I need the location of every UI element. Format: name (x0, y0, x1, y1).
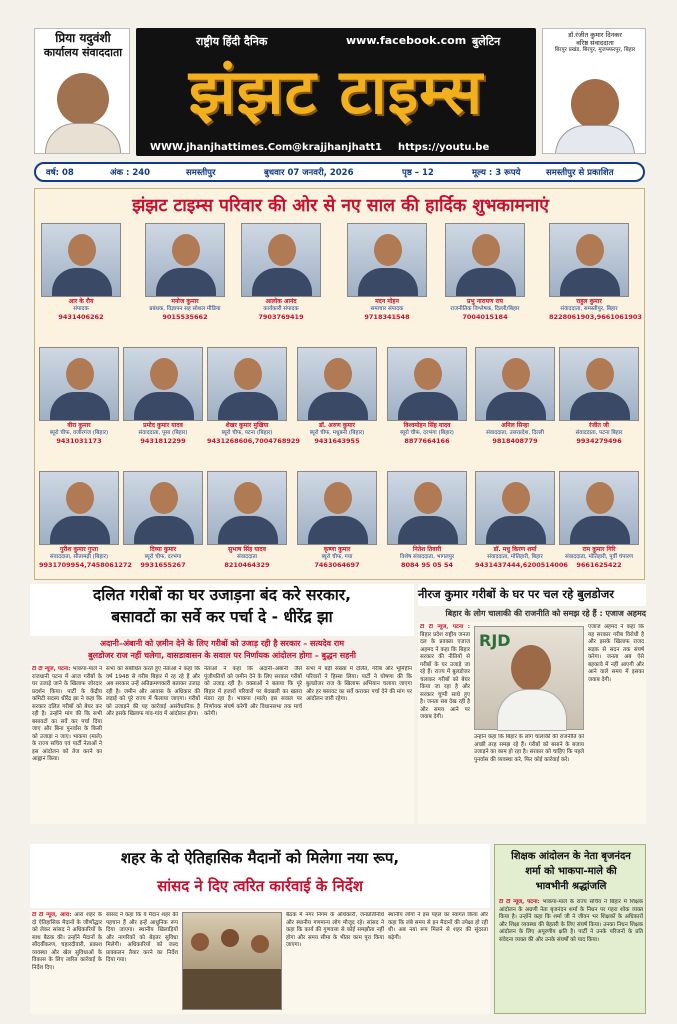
staff-phone: 9934279496 (576, 437, 622, 445)
city: समस्तीपुर (186, 168, 216, 178)
new-year-greeting (34, 188, 645, 580)
staff-phone: 9015535662 (162, 313, 208, 321)
staff-photo (41, 223, 121, 297)
staff-role: राजनीतिक विश्लेषक, दिल्ली/बिहार (450, 306, 520, 312)
staff-phone: 9931709954,7458061272 (39, 561, 132, 569)
staff-phone: 9931655267 (140, 561, 186, 569)
staff-phone: 9431031173 (56, 437, 102, 445)
staff-role: संवाददाता, मोतिहारी, बिहार (487, 554, 543, 560)
story2-headline-box (418, 584, 646, 606)
staff-role: संवाददाता, पटना बिहार (575, 430, 623, 436)
staff-photo (445, 223, 525, 297)
story4-box (494, 844, 646, 1014)
story1-subhead2: बुलडोजर राज नहीं चलेगा, वासडावासन के सवाल पर निर्णायक आंदोलन होगा – बुद्धन सहनी (88, 651, 356, 660)
staff-card (445, 223, 525, 321)
staff-phone: 8877664166 (404, 437, 450, 445)
staff-card (387, 347, 467, 445)
staff-card (39, 471, 132, 569)
staff-photo (559, 347, 639, 421)
staff-photo (207, 471, 287, 545)
story2-col3: एजाज अहमद ने कहा कि यह सरकार गरीब विरोधी है और इसके खिलाफ राजद सड़क से सदन तक संघर्ष करेगा। जनता अब ऐसे बहकावे में नहीं आएगी और आने वाले समय में इसका जवाब देगी। (588, 624, 644, 683)
youtube-link[interactable]: https://youtu.be (398, 142, 490, 153)
story1-headline-line1: दलित गरीबों का घर उजाड़ना बंद करे सरकार, (93, 586, 351, 604)
staff-card (559, 471, 639, 569)
staff-photo (549, 223, 629, 297)
staff-role: ब्यूरो चीफ, दरभंगा (144, 554, 182, 560)
reporter-right-role: वरिष्ठ संवाददाता (576, 39, 614, 47)
staff-card (475, 347, 555, 445)
staff-card (297, 471, 377, 569)
staff-card (145, 223, 225, 321)
staff-card (123, 471, 203, 569)
staff-name: आलोक आनंद (265, 298, 297, 305)
story2-col2: उन्होंने कहा कि बिहार के लोग चालाकी की राजनीति को अच्छी तरह समझ रहे हैं। गरीबों को बसाने के बजाय उजाड़ने का काम हो रहा है। सरकार को चाहिए कि पहले पुनर्वास की व्यवस्था करे, फिर कोई कार्रवाई करे। (474, 734, 584, 763)
story2-subhead: बिहार के लोग चालाकी की राजनीति को समझ रहे हैं : एजाज अहमद (445, 609, 646, 618)
website-link[interactable]: WWW.jhanjhattimes.Com (150, 142, 293, 153)
staff-role: संवाददाता (236, 554, 258, 560)
newspaper-title: झंझट टाइम्स (188, 55, 484, 128)
staff-phone: 9431812299 (140, 437, 186, 445)
story1-col4: सभा में बड़ी संख्या में दलित, गरीब और भूमिहीन परिवारों ने हिस्सा लिया। पार्टी ने घोषणा की कि बुलडोजर राज के खिलाफ अभियान चलाया जाएगा और हर बसावट का सर्वे कराकर पर्चा देने की मांग पर आंदोलन जारी रहेगा। (306, 666, 412, 702)
rjd-label: RJD (479, 631, 511, 650)
staff-photo (475, 347, 555, 421)
staff-phone: 8210464329 (224, 561, 270, 569)
staff-name: रंजीत जी (589, 422, 609, 429)
staff-photo (297, 471, 377, 545)
reporter-right-name: डॉ.रंजीत कुमार दिनकर (568, 31, 622, 39)
staff-name: विश्वमोहन सिंह यादव (403, 422, 451, 429)
staff-name: राम कुमार गिरि (582, 546, 616, 553)
staff-role: ब्यूरो चीफ, वजीरगंज (बिहार) (49, 430, 109, 436)
reporter-photo-left (34, 28, 130, 154)
staff-role: समाचार संपादक (370, 306, 404, 312)
story3-photo (182, 912, 282, 1010)
bulletin-label: बुलेटिन (472, 35, 501, 48)
twitter-handle[interactable]: @krajjhanjhatt1 (292, 142, 382, 153)
staff-name: शेखर कुमार मुखिया (225, 422, 269, 429)
staff-photo (39, 471, 119, 545)
story3-col1: आरा शहर के दो ऐतिहासिक मैदानों के जीर्णोद्धार को लेकर सांसद ने अधिकारियों के साथ बैठक की। उन्होंने मैदानों के सौंदर्यीकरण, चहारदीवारी, प्रकाश व्यवस्था और खेल सुविधाओं के विकास के लिए त्वरित कार्रवाई के निर्देश दिए। (32, 912, 102, 971)
story1-col2: सभा को संबोधित करते हुए नेताओं ने कहा कि वर्ष 1948 से गरीब बिहार में रह रहे हैं और अब सरकार उन्हें अतिक्रमणकारी बताकर उजाड़ रही है। जमीन और आवास के अधिकार की लड़ाई को पूरे राज्य में फैलाया जाएगा। गरीबों को उजाड़ने की यह कार्रवाई असंवैधानिक है और इसके खिलाफ गांव-गांव में आंदोलन होगा। (106, 666, 200, 717)
masthead (136, 28, 536, 156)
story3-dateline: टी टी न्यूज, आरा: (32, 912, 72, 918)
issue-number: अंक : 240 (110, 168, 151, 178)
story1-headline-box (30, 584, 414, 636)
reporter-right-avatar (571, 79, 619, 129)
staff-role: ब्यूरो चीफ, गया (321, 554, 353, 560)
staff-phone: 8228061903,9661061903 (549, 313, 642, 321)
story1-headline-line2: बसावटों का सर्वे कर पर्चा दे - धीरेंद्र झा (111, 608, 333, 626)
staff-card (549, 223, 642, 321)
staff-role: प्रबंधक, विज्ञापन सह सोशल मीडिया (149, 306, 221, 312)
story2-headline: नीरज कुमार गरीबों के घर पर चल रहे बुलडोजर (418, 587, 614, 601)
staff-phone: 9818408779 (492, 437, 538, 445)
staff-role: विशेष संवाददाता, भागलपुर (399, 554, 455, 560)
issue-info-bar (34, 162, 645, 182)
story3-col4: स्थानीय लोगों ने इस पहल का स्वागत किया और कहा कि लंबे समय से इन मैदानों की उपेक्षा हो रही थी। अब नया रूप मिलने से शहर की सुंदरता बढ़ेगी। (388, 912, 488, 941)
staff-card (475, 471, 568, 569)
staff-name: वीरा कुमार (67, 422, 91, 429)
staff-phone: 7004015184 (462, 313, 508, 321)
staff-name: राहुल कुमार (576, 298, 602, 305)
staff-phone: 9661625422 (576, 561, 622, 569)
staff-name: नितेश तिवारी (412, 546, 442, 553)
staff-photo (207, 347, 287, 421)
staff-card (347, 223, 427, 321)
staff-phone: 9718341548 (364, 313, 410, 321)
staff-card (241, 223, 321, 321)
staff-name: डॉ. मधु किरण शर्मा (493, 546, 537, 553)
story2-col1: बिहार प्रदेश राष्ट्रीय जनता दल के प्रवक्ता एजाज अहमद ने कहा कि बिहार सरकार की नीतियों से गरीबों के घर उजाड़े जा रहे हैं। राज्य में बुलडोजर चलाकर गरीबों को बेघर किया जा रहा है और सरकार चुप्पी साधे हुए है। जनता सब देख रही है और समय आने पर जवाब देगी। (420, 631, 470, 720)
staff-card (207, 471, 287, 569)
story2-dateline: टी टी न्यूज, पटना : (420, 624, 470, 630)
staff-photo (559, 471, 639, 545)
staff-role: संवाददाता, समस्तीपुर, बिहार (560, 306, 618, 312)
staff-phone: 9431437444,6200514006 (475, 561, 568, 569)
staff-photo (297, 347, 377, 421)
story3-headline-line2: सांसद ने दिए त्वरित कार्रवाई के निर्देश (157, 877, 363, 895)
story1-body (30, 664, 414, 824)
staff-role: संवाददाता, उत्तरप्रदेश, दिल्ली (486, 430, 544, 436)
story1-dateline: टी टी न्यूज, पटना: (32, 666, 71, 672)
staff-name: आर के रौय (68, 298, 94, 305)
staff-name: सुभाष सिंह यादव (228, 546, 266, 553)
staff-name: अनिल सिन्हा (501, 422, 529, 429)
story4-headline-line2: शर्मा को भाकपा-माले की (525, 866, 617, 877)
staff-role: संपादक (73, 306, 89, 312)
staff-card (123, 347, 203, 445)
staff-photo (123, 347, 203, 421)
story3-headline-box (30, 844, 490, 908)
year: वर्ष: 08 (46, 168, 74, 178)
staff-name: मदन मोहन (375, 298, 399, 305)
story1-col3: नेताओं ने कहा कि अदानी–अंबानी जैसे पूंजीपतियों को जमीन देने के लिए सरकार गरीबों को उजाड़ रही है। वक्ताओं ने बताया कि पूरे बिहार में हजारों परिवारों पर बेदखली का खतरा मंडरा रहा है। भाकपा (माले) इस सवाल पर निर्णायक संघर्ष करेगी और विधानसभा तक मार्च करेगी। (204, 666, 302, 717)
reporter-right-place: बिरपुर प्रखंड, बिरपुर, मुजफ्फरपुर, बिहार (554, 47, 636, 53)
staff-photo (387, 347, 467, 421)
staff-card (559, 347, 639, 445)
price: मूल्य : 3 रूपये (472, 168, 521, 178)
staff-name: प्रमोद कुमार यादव (143, 422, 183, 429)
staff-phone: 9431643955 (314, 437, 360, 445)
reporter-left-role: कार्यालय संवाददाता (43, 46, 123, 59)
staff-role: संवाददाता, मोतिहारी, पूर्वी चंपारण (565, 554, 633, 560)
staff-role: ब्यूरो चीफ, पटना (बिहार) (221, 430, 273, 436)
story3-col3: बैठक में नगर निगम के अधिकारी, जनप्रतिनिधि और स्थानीय गणमान्य लोग मौजूद रहे। सांसद ने कहा कि कार्य की गुणवत्ता से कोई समझौता नहीं होगा और समय सीमा के भीतर काम पूरा किया जाएगा। (286, 912, 384, 948)
story3-body (30, 910, 490, 1014)
story4-dateline: टी टी न्यूज, पटना: (499, 899, 540, 905)
staff-card (297, 347, 377, 445)
staff-name: दिव्या कुमार (149, 546, 177, 553)
story4-headline-line1: शिक्षक आंदोलन के नेता बृजनंदन (511, 851, 631, 862)
staff-photo (123, 471, 203, 545)
staff-photo (475, 471, 555, 545)
story4-headline-line3: भावभीनी श्रद्धांजलि (535, 881, 607, 892)
reporter-left-name: प्रिया यदुवंशी (55, 31, 111, 45)
staff-card (41, 223, 121, 321)
pages: पृष्ठ – 12 (402, 168, 434, 178)
staff-photo (387, 471, 467, 545)
staff-name: मनोज कुमार (171, 298, 199, 305)
story4-body: भाकपा-माले के राज्य सचिव ने बिहार में शिक्षक आंदोलन के अग्रणी नेता बृजनंदन शर्मा के निधन पर गहरा शोक व्यक्त किया है। उन्होंने कहा कि शर्मा जी ने जीवन भर शिक्षकों के अधिकारों और शिक्षा व्यवस्था की बेहतरी के लिए संघर्ष किया। उनका निधन शिक्षक आंदोलन के लिए अपूरणीय क्षति है। पार्टी ने उनके परिजनों के प्रति संवेदना व्यक्त की और उनके संघर्षों को याद किया। (499, 899, 643, 943)
staff-card (387, 471, 467, 569)
staff-photo (39, 347, 119, 421)
story1-subhead1: अदानी–अंबानी को ज़मीन देने के लिए गरीबों को उजाड़ रही है सरकार – सत्यदेव राम (100, 639, 344, 648)
staff-card (207, 347, 300, 445)
staff-photo (347, 223, 427, 297)
reporter-left-avatar (57, 73, 109, 125)
staff-name: गुरीश कुमार गुप्ता (59, 546, 99, 553)
staff-name: कृष्णा कुमार (323, 546, 351, 553)
staff-phone: 9431268606,7004768929 (207, 437, 300, 445)
staff-name: डॉ. अरुण कुमार (319, 422, 355, 429)
staff-phone: 8084 95 05 54 (400, 561, 454, 569)
facebook-link[interactable]: www.facebook.com (346, 34, 467, 47)
staff-role: संवाददाता, पूसा (बिहार) (138, 430, 188, 436)
masthead-area (0, 0, 677, 158)
staff-role: कार्यकारी संपादक (263, 306, 299, 312)
tagline: राष्ट्रीय हिंदी दैनिक (196, 35, 268, 48)
story3-headline-line1: शहर के दो ऐतिहासिक मैदानों को मिलेगा नया रूप, (120, 849, 400, 867)
staff-role: ब्यूरो चीफ, मधुबनी (बिहार) (309, 430, 365, 436)
story1-col1: भाकपा-माले ने राजधानी पटना में आज गरीबों के घर उजाड़े जाने के खिलाफ जोरदार प्रदर्शन किया। पार्टी के केंद्रीय कमिटी सदस्य धीरेंद्र झा ने कहा कि सरकार दलित गरीबों को बेघर कर रही है। उन्होंने मांग की कि सभी बसावटों का सर्वे कर पर्चा दिया जाए और बिना पुनर्वास के किसी को उजाड़ा न जाए। भाकपा (माले) के राज्य सचिव एवं पार्टी नेताओं ने इस आंदोलन को तेज करने का आह्वान किया। (32, 666, 102, 762)
story2-photo (474, 626, 584, 730)
staff-photo (145, 223, 225, 297)
staff-name: प्रभु नारायण राय (466, 298, 503, 305)
staff-role: संवाददाता, सीतामढ़ी (बिहार) (49, 554, 109, 560)
published-from: समस्तीपुर से प्रकाशित (546, 168, 614, 178)
staff-phone: 9431406262 (58, 313, 104, 321)
staff-role: ब्यूरो चीफ, दरभंगा (बिहार) (400, 430, 454, 436)
date: बुधवार 07 जनवरी, 2026 (264, 168, 354, 178)
greeting-title: झंझट टाइम्स परिवार की ओर से नए साल की हार्दिक शुभकामनाएं (132, 196, 549, 216)
staff-photo (241, 223, 321, 297)
staff-phone: 7463064697 (314, 561, 360, 569)
reporter-photo-right (542, 28, 646, 154)
staff-phone: 7903769419 (258, 313, 304, 321)
story2-body (418, 622, 646, 824)
staff-card (39, 347, 119, 445)
story3-col2: सांसद ने कहा कि ये मैदान शहर की पहचान हैं और इन्हें आधुनिक रूप दिया जाएगा। स्थानीय खिलाड़ियों और नागरिकों को बेहतर सुविधा मिलेगी। अधिकारियों को जल्द प्राक्कलन तैयार करने का निर्देश दिया गया। (106, 912, 178, 963)
